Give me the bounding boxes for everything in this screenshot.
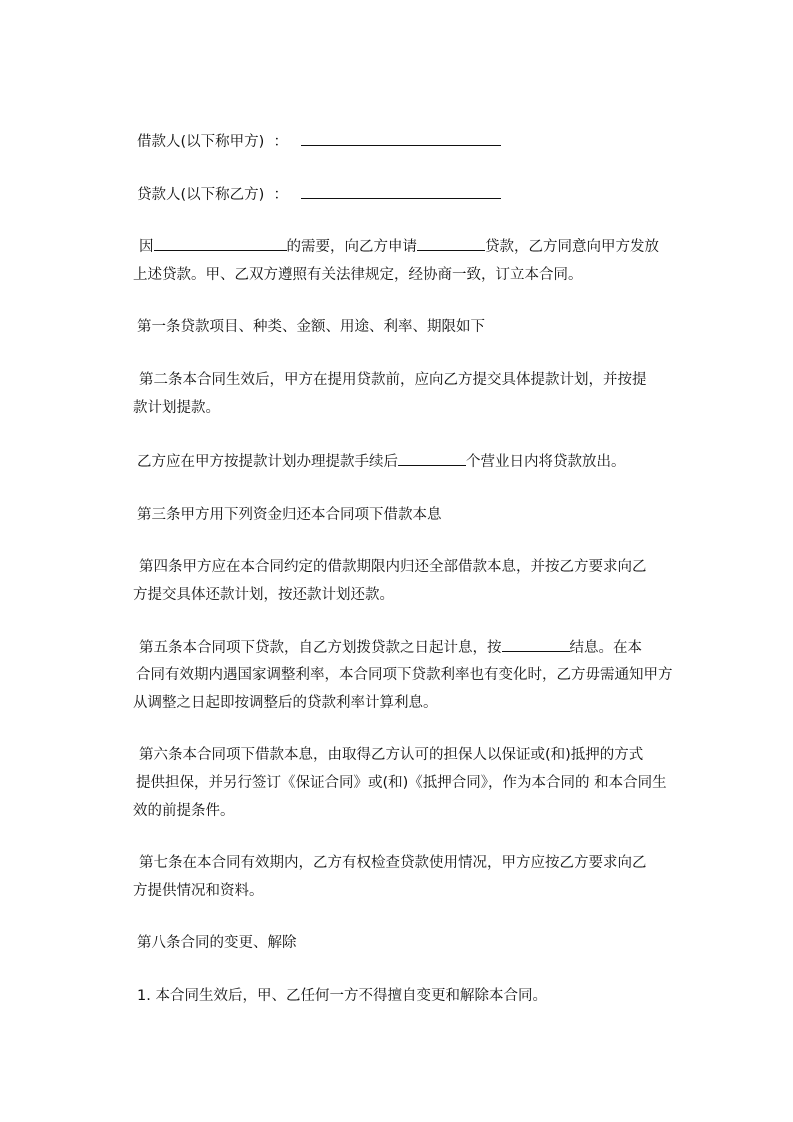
borrower-line: [137, 131, 501, 152]
article-2-line-2: 款计划提款。: [133, 400, 220, 416]
intro-text-1: 因: [139, 239, 154, 255]
article-8-title: 第八条合同的变更、解除: [137, 935, 297, 951]
article-3: 第三条甲方用下列资金归还本合同项下借款本息: [137, 507, 442, 523]
article-6-line-2: 提供担保，并另行签订《保证合同》或(和)《抵押合同》，作为本合同的 和本合同生: [136, 775, 667, 791]
article-5-line-1: [139, 637, 642, 658]
article-6-line-1: 第六条本合同项下借款本息，由取得乙方认可的担保人以保证或(和)抵押的方式: [139, 747, 644, 763]
article-5-line-2: 合同有效期内遇国家调整利率，本合同项下贷款利率也有变化时，乙方毋需通知甲方: [136, 667, 673, 683]
intro-text-3: 贷款，乙方同意向甲方发放: [485, 239, 659, 255]
article-5-text-1: 第五条本合同项下贷款，自乙方划拨贷款之日起计息，按: [139, 640, 502, 656]
intro-line-2: 上述贷款。甲、乙双方遵照有关法律规定，经协商一致，订立本合同。: [133, 267, 583, 283]
purpose-blank[interactable]: [154, 236, 287, 251]
lender-line: [137, 184, 501, 205]
article-4-line-2: 方提交具体还款计划，按还款计划还款。: [133, 587, 394, 603]
article-2-line-1: 第二条本合同生效后，甲方在提用贷款前，应向乙方提交具体提款计划，并按提: [139, 372, 647, 388]
release-text-2: 个营业日内将贷款放出。: [466, 454, 626, 470]
article-7-line-2: 方提供情况和资料。: [133, 883, 264, 899]
lender-label: 贷款人(以下称乙方) ：: [137, 187, 289, 203]
intro-text-2: 的需要，向乙方申请: [286, 239, 417, 255]
article-2-release-line: [137, 451, 626, 472]
article-5-text-2: 结息。在本: [569, 640, 642, 656]
article-6-line-3: 效的前提条件。: [133, 803, 235, 819]
loan-type-blank[interactable]: [417, 236, 485, 251]
article-7-line-1: 第七条在本合同有效期内，乙方有权检查贷款使用情况，甲方应按乙方要求向乙: [139, 855, 647, 871]
article-4-line-1: 第四条甲方应在本合同约定的借款期限内归还全部借款本息，并按乙方要求向乙: [139, 559, 647, 575]
release-text-1: 乙方应在甲方按提款计划办理提款手续后: [137, 454, 398, 470]
interest-settlement-blank[interactable]: [502, 637, 570, 652]
article-8-item-1: 1. 本合同生效后，甲、乙任何一方不得擅自变更和解除本合同。: [137, 988, 547, 1004]
lender-blank[interactable]: [301, 184, 501, 199]
intro-line-1: [139, 236, 659, 257]
business-days-blank[interactable]: [398, 451, 466, 466]
article-1: 第一条贷款项目、种类、金额、用途、利率、期限如下: [137, 319, 485, 335]
article-5-line-3: 从调整之日起即按调整后的贷款利率计算利息。: [133, 695, 438, 711]
borrower-label: 借款人(以下称甲方) ：: [137, 134, 289, 150]
borrower-blank[interactable]: [301, 131, 501, 146]
